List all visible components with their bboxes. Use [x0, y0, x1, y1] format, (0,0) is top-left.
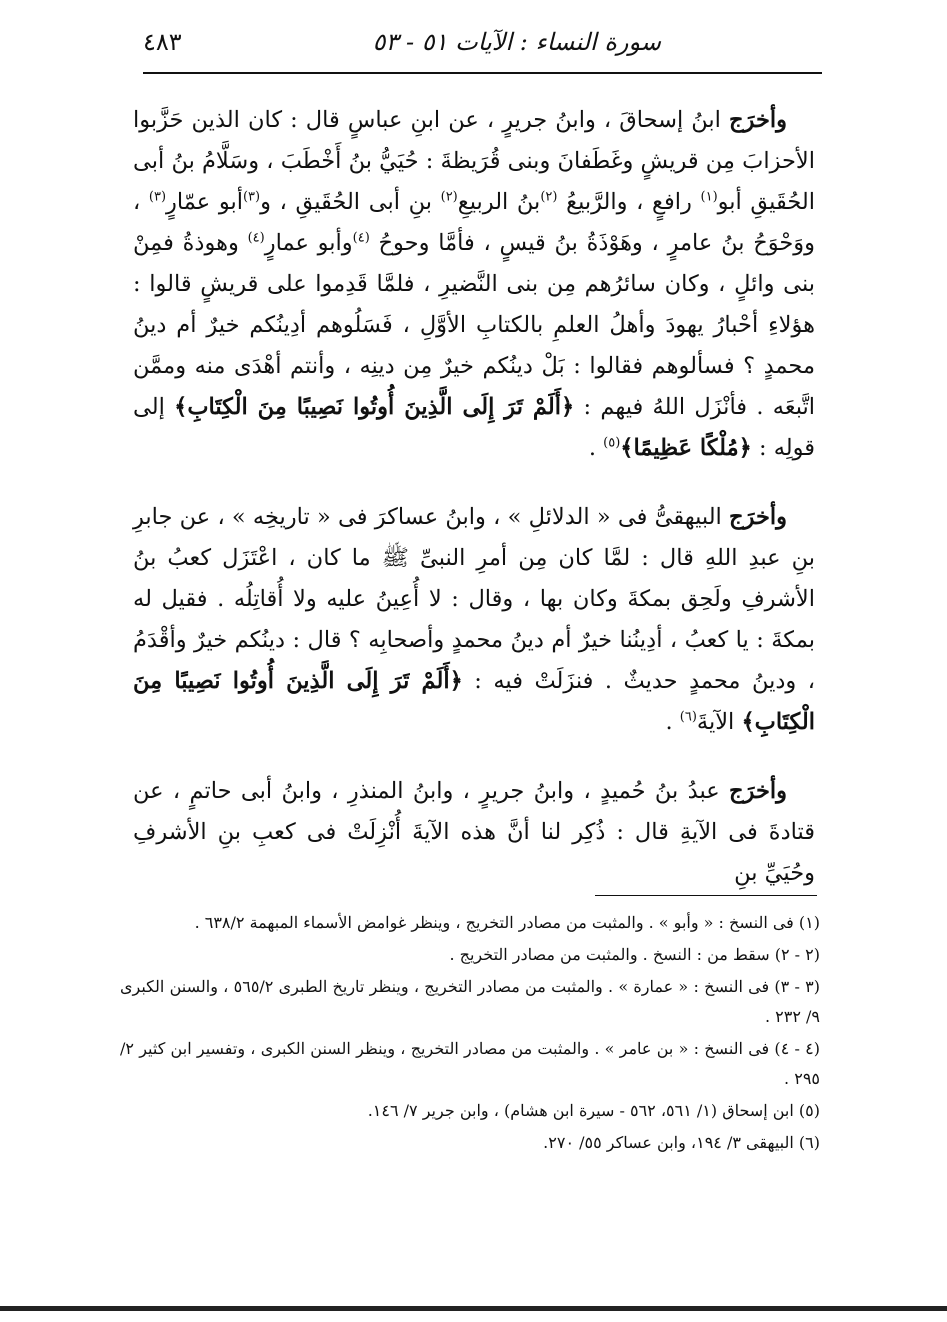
paragraph-text: البيهقىُّ فى « الدلائلِ » ، وابنُ عساكرَ فى « تاريخِه » ، عن جابرِ بنِ عبدِ اللهِ قال : لمَّا كان مِن أمرِ النبىِّ ﷺ ما كان ، اعْتَزَل كعبُ بنُ الأشرفِ ولَحِق بمكةَ وكان بها ، وقال : لا أُعِينُ عليه ولا أُقاتِلُه . فقيل له بمكةَ : يا كعبُ ، أدِينُنا خيرٌ أم دينُ محمدٍ وأصحابِه ؟ قال : دينُكم خيرٌ وأقْدَمُ ، ودينُ محمدٍ حديثٌ . فنزَلَتْ فيه : [133, 504, 815, 694]
quran-verse: ﴿أَلَمْ تَرَ إِلَى الَّذِينَ أُوتُوا نَصِيبًا مِنَ الْكِتَابِ﴾ [174, 394, 575, 420]
footnote: (١) فى النسخ : « وأبو » . والمثبت من مصادر التخريج ، وينظر غوامض الأسماء المبهمة ٦٣٨/٢ . [194, 913, 820, 932]
paragraph-lead: وأخرَج [729, 778, 787, 804]
footnote-ref: (٢) [540, 189, 558, 205]
paragraph-text: رافعٍ ، والرَّبيعُ [557, 189, 701, 215]
paragraph-text: أبو عمّارٍ [166, 189, 243, 215]
paragraph-1 [133, 100, 815, 469]
paragraph-2 [133, 497, 815, 743]
paragraph-text: بنِ أبى الحُقَيقِ ، و [260, 189, 441, 215]
paragraph-lead: وأخرَج [729, 107, 787, 133]
paragraph-text: ابنُ إسحاقَ ، وابنُ جريرٍ ، عن ابنِ عباسٍ قال : كان الذين حَزَّبوا الأحزابَ مِن قريشٍ وغَطَفانَ وبنى قُرَيظةَ : حُيَيُّ بنُ أَخْطَبَ ، وسَلَّامُ بنُ أبى الحُقَيقِ أبو [133, 107, 815, 215]
running-title: سورة النساء : الآيات ٥١ - ٥٣ [372, 28, 661, 56]
footnote-divider [595, 895, 817, 896]
quran-verse: ﴿مُلْكًا عَظِيمًا﴾ [620, 435, 752, 461]
header-divider [143, 72, 822, 74]
paragraph-text: وهوذةُ فمِنْ بنى وائلٍ ، وكان سائرُهم مِن بنى النَّضيرِ ، فلمَّا قَدِموا على قريشٍ قالوا : هؤلاءِ أحْبارُ يهودَ وأهلُ العلمِ بالكتابِ الأوَّلِ ، فَسَلُوهم أدِينُكم خيرٌ أم دينُ محمدٍ ؟ فسألوهم فقالوا : بَلْ دينُكم خيرٌ مِن دينِه ، وأنتم أهْدَى منه وممَّن اتَّبعَه . فأنْزَل اللهُ فيهم : [133, 230, 815, 420]
paragraph-text: وأبو عمارٍ [264, 230, 353, 256]
footnote-ref: (٢) [440, 189, 458, 205]
paragraph-text: . [665, 709, 680, 735]
quran-verse: ﴿أَلَمْ تَرَ إِلَى الَّذِينَ أُوتُوا نَصِيبًا مِنَ الْكِتَابِ﴾ [133, 668, 815, 735]
footnote-ref: (٣) [242, 189, 261, 205]
footnote-ref: (٦) [679, 709, 697, 725]
main-text [133, 100, 815, 894]
footnote: (٢ - ٢) سقط من : النسخ . والمثبت من مصادر التخريج . [449, 945, 820, 964]
footnote-ref: (٥) [603, 435, 621, 451]
footnote: (٣ - ٣) فى النسخ : « عمارة » . والمثبت من مصادر التخريج ، وينظر تاريخ الطبرى ٥٦٥/٢ ، والسنن الكبرى ٩/ ٢٣٢ . [120, 977, 821, 1026]
paragraph-text: بنُ الربيعِ [457, 189, 541, 215]
paragraph-text: ، ووَحْوَحُ بنُ عامرٍ ، وهَوْذَةُ بنُ قيسٍ ، فأمَّا وحوحُ [133, 189, 816, 256]
paragraph-text: عبدُ بنُ حُميدٍ ، وابنُ جريرٍ ، وابنُ المنذرِ ، وابنُ أبى حاتمٍ ، عن قتادةَ فى الآيةِ قال : ذُكِر لنا أنَّ هذه الآيةَ أُنْزِلَتْ فى كعبِ بنِ الأشرفِ وحُيَيِّ بنِ [133, 778, 815, 886]
footnote-ref: (٣) [148, 189, 167, 205]
footnote-ref: (٤) [352, 230, 370, 246]
paragraph-text: الآيةَ [696, 709, 742, 735]
page-header [143, 26, 819, 66]
paragraph-text: إلى قولِه : [133, 394, 815, 461]
footnote: (٥) ابن إسحاق (١/ ٥٦١، ٥٦٢ - سيرة ابن هشام) ، وابن جرير ٧/ ١٤٦. [367, 1101, 820, 1120]
paragraph-text: . [588, 435, 604, 461]
paragraph-lead: وأخرَج [729, 504, 787, 530]
footnote: (٤ - ٤) فى النسخ : « بن عامر » . والمثبت من مصادر التخريج ، وينظر السنن الكبرى ، وتفسير ابن كثير ٢/ ٢٩٥ . [120, 1039, 821, 1088]
footnote-ref: (٤) [247, 230, 265, 246]
page-number: ٤٨٣ [143, 28, 182, 56]
footnote-ref: (١) [700, 189, 718, 205]
page-bottom-edge [0, 1306, 947, 1311]
paragraph-3 [133, 771, 815, 894]
footnotes [120, 908, 820, 1160]
footnote: (٦) البيهقى ٣/ ١٩٤، وابن عساكر ٥٥/ ٢٧٠. [543, 1133, 820, 1152]
